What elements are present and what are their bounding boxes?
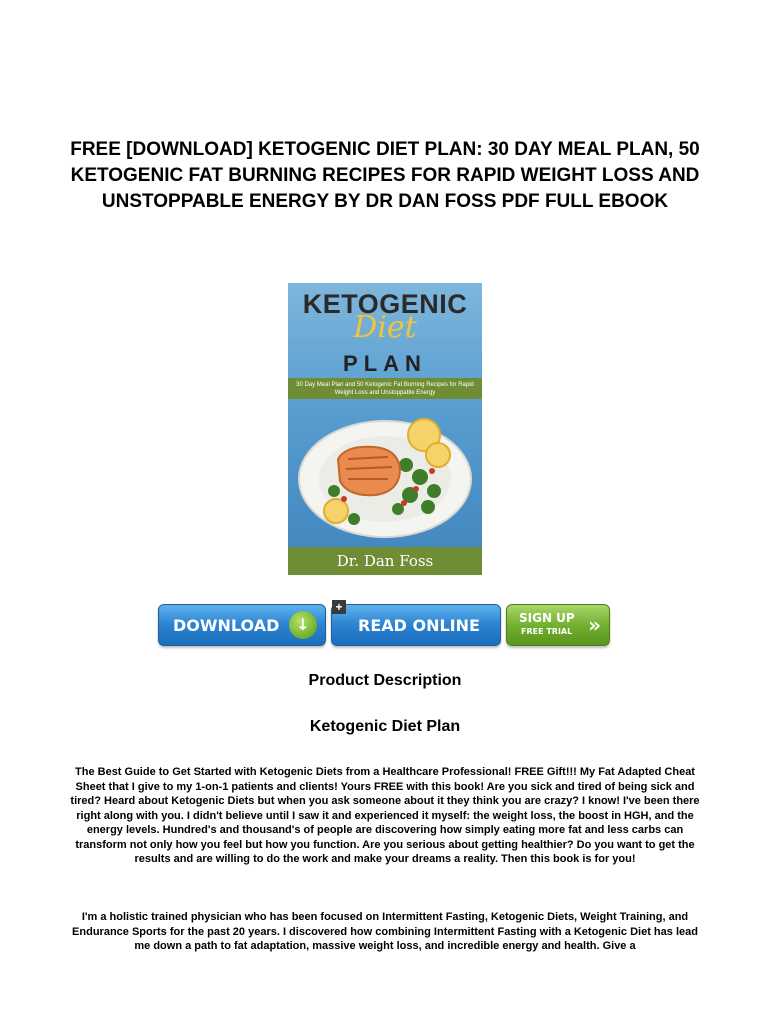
description-paragraph-1: The Best Guide to Get Started with Ketogenic Diets from a Healthcare Professional! FREE Gift!!! My Fat Adapted Cheat Sheet that I give to my 1-on-1 patients and clients! Yours FREE with this book! Are you sick and tired of being sick and tired? Heard about Ketogenic Diets but when you ask someone about it they think you are crazy? I know! I've been there right along with you. I didn't believe until I saw it and experienced it myself: the weight loss, the boost in HGH, and the energy levels. Hundred's and thousand's of people are discovering how simply eating more fat and less carbs can transform not only how you feel but how you function. Are you serious about getting healthier? Do you want to get the results and are willing to do the work and make your dreams a reality. Then this book is for you! <box>70 766 700 865</box>
book-cover-image <box>288 283 482 575</box>
cover-author: Dr. Dan Foss <box>288 547 482 575</box>
cover-title-plan: PLAN <box>343 351 427 376</box>
book-title-heading: Ketogenic Diet Plan <box>309 718 461 735</box>
download-arrow-icon: ↓ <box>289 611 317 639</box>
cover-title-diet: Diet <box>353 310 417 345</box>
read-online-button-label: READ ONLINE <box>358 616 480 635</box>
sign-up-button[interactable] <box>506 604 610 646</box>
salmon-plate-illustration <box>288 399 482 547</box>
download-button-label: DOWNLOAD <box>173 616 280 635</box>
cover-subtitle: 30 Day Meal Plan and 50 Ketogenic Fat Burning Recipes for Rapid Weight Loss and Unstoppable Energy <box>288 378 482 399</box>
cover-title-ketogenic: KETOGENIC <box>302 289 468 319</box>
product-description-heading: Product Description <box>308 672 462 689</box>
description-paragraph-2: I'm a holistic trained physician who has been focused on Intermittent Fasting, Ketogenic Diets, Weight Training, and Endurance Sports for the past 20 years. I discovered how combining Intermittent Fasting with a Ketogenic Diet has lead me down a path to fat adaptation, massive weight loss, and incredible energy and health. Give a <box>72 911 698 952</box>
chevron-right-icon: » <box>588 613 601 637</box>
page-title: FREE [DOWNLOAD] KETOGENIC DIET PLAN: 30 DAY MEAL PLAN, 50 KETOGENIC FAT BURNING RECIPES FOR RAPID WEIGHT LOSS AND UNSTOPPABLE ENERGY BY DR DAN FOSS PDF FULL EBOOK <box>70 139 700 212</box>
read-online-button[interactable] <box>331 604 501 646</box>
sign-up-label: SIGN UP <box>519 611 575 625</box>
download-button[interactable] <box>158 604 326 646</box>
free-trial-label: FREE TRIAL <box>521 627 573 636</box>
plus-icon: + <box>332 600 346 614</box>
